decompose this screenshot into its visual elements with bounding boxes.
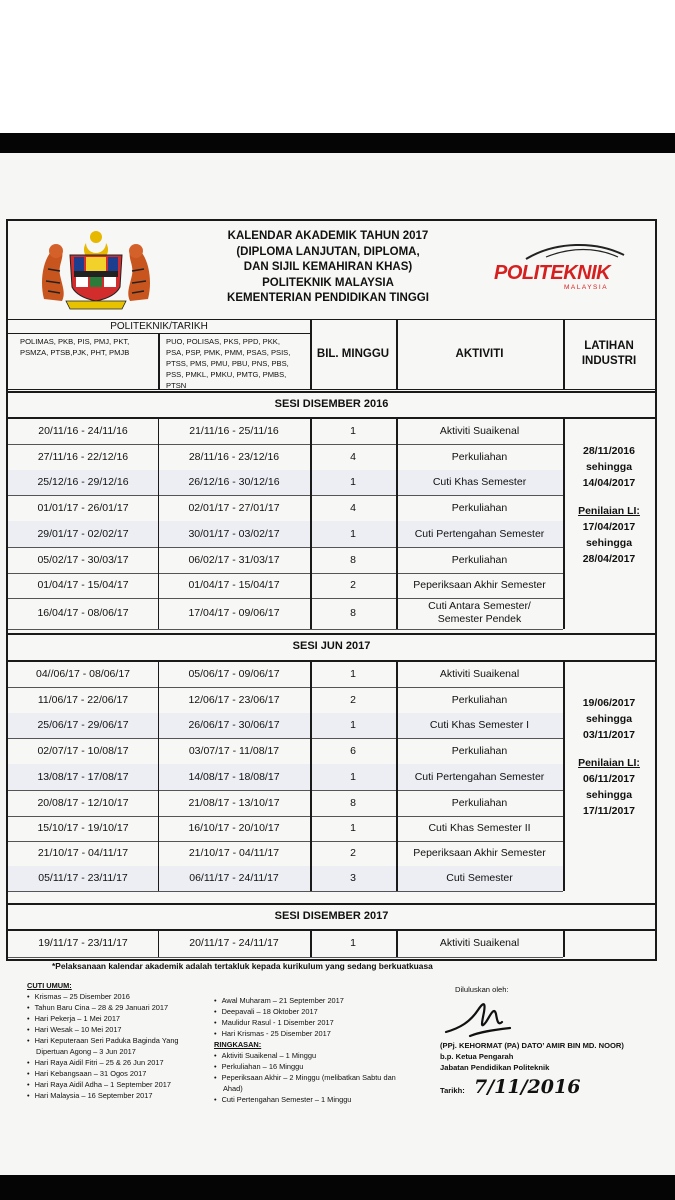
- table-row: [8, 444, 563, 470]
- table-row: [8, 713, 563, 738]
- list-item: • Hari Raya Aidil Fitri – 25 & 26 Jun 2017: [36, 1057, 207, 1068]
- column-divider: [158, 334, 160, 390]
- logo-sub: MALAYSIA: [564, 284, 609, 291]
- date-range-group-b: 26/12/16 - 30/12/16: [188, 476, 280, 488]
- latihan-line: 28/04/2017: [582, 553, 636, 565]
- title-line: (DIPLOMA LANJUTAN, DIPLOMA,: [236, 245, 420, 258]
- politeknik-tarikh-header: POLITEKNIK/TARIKH: [8, 320, 310, 334]
- activity: [396, 790, 563, 816]
- list-item: • Hari Raya Aidil Adha – 1 September 2017: [36, 1079, 207, 1090]
- latihan-line: 17/11/2017: [583, 805, 635, 817]
- group-b-line: PUO, POLISAS, PKS, PPD, PKK,: [166, 337, 280, 346]
- table-row: [8, 866, 563, 891]
- list-item: • Tahun Baru Cina – 28 & 29 Januari 2017: [36, 1002, 207, 1013]
- group-a-line: POLIMAS, PKB, PIS, PMJ, PKT,: [20, 337, 130, 346]
- activity: [396, 418, 563, 444]
- column-divider: [396, 418, 398, 629]
- aktiviti-header: AKTIVITI: [455, 348, 504, 360]
- table-row: [8, 661, 563, 687]
- date-range-group-a: 19/11/17 - 23/11/17: [38, 937, 128, 949]
- list-item: • Hari Wesak – 10 Mei 2017: [36, 1024, 207, 1035]
- activity-line: Peperiksaan Akhir Semester: [413, 847, 546, 859]
- document-header: [8, 221, 655, 320]
- column-divider: [158, 661, 159, 891]
- latihan-line: 28/11/2016: [583, 445, 635, 457]
- date-range-group-a: 20/11/16 - 24/11/16: [38, 425, 128, 437]
- ringkasan-items: [214, 1050, 414, 1105]
- table-row: [8, 598, 563, 629]
- row-divider: [8, 891, 563, 892]
- group-a-line: PSMZA, PTSB,PJK, PHT, PMJB: [20, 348, 130, 357]
- latihan-line: 06/11/2017: [583, 773, 635, 785]
- table-row: [8, 687, 563, 713]
- column-divider: [310, 661, 312, 891]
- latihan-line: 14/04/2017: [582, 477, 636, 489]
- date-range-group-a: 04//06/17 - 08/06/17: [36, 668, 130, 680]
- week-count: 6: [350, 745, 356, 757]
- activity: [396, 816, 563, 841]
- date-range-group-a: 20/08/17 - 12/10/17: [37, 797, 129, 809]
- table-row: [8, 521, 563, 547]
- activity-line: Peperiksaan Akhir Semester: [413, 579, 546, 591]
- date-range-group-b: 17/04/17 - 09/06/17: [188, 607, 280, 619]
- table-row: [8, 547, 563, 573]
- latihan-line: sehingga: [585, 537, 633, 549]
- week-count: 4: [350, 502, 356, 514]
- date-range-group-b: 05/06/17 - 09/06/17: [188, 668, 280, 680]
- latihan-line: [563, 743, 655, 755]
- activity-line: Perkuliahan: [451, 502, 508, 514]
- date-range-group-a: 15/10/17 - 19/10/17: [37, 822, 129, 834]
- table-row: [8, 764, 563, 790]
- week-count: 1: [350, 668, 356, 680]
- date-range-group-b: 01/04/17 - 15/04/17: [188, 579, 280, 591]
- table-row: [8, 470, 563, 495]
- week-count: 1: [350, 822, 356, 834]
- section-title: SESI JUN 2017: [292, 640, 371, 652]
- activity-line: Aktiviti Suaikenal: [439, 937, 520, 949]
- activity-line: Cuti Khas Semester I: [429, 719, 530, 731]
- top-blank-area: [0, 0, 675, 133]
- title-line: KEMENTERIAN PENDIDIKAN TINGGI: [227, 292, 429, 304]
- date-range-group-b: 21/08/17 - 13/10/17: [188, 797, 280, 809]
- activity: [396, 764, 563, 790]
- cuti-umum-items-right: [214, 995, 414, 1039]
- activity: [396, 841, 563, 866]
- signatory-role: b.p. Ketua Pengarah: [440, 1052, 514, 1061]
- latihan-line: Penilaian LI:: [578, 757, 640, 769]
- date-range-group-b: 21/11/16 - 25/11/16: [189, 425, 279, 437]
- week-count: 1: [350, 937, 356, 949]
- column-divider: [158, 418, 159, 629]
- footnote: *Pelaksanaan kalendar akademik adalah tertakluk kepada kurikulum yang sedang berkuatkuasa: [52, 961, 433, 971]
- table-row: [8, 816, 563, 841]
- list-item: • Deepavali – 18 Oktober 2017: [223, 1006, 414, 1017]
- latihan-line: INDUSTRI: [581, 355, 637, 367]
- top-black-band: [0, 133, 675, 153]
- week-count: 1: [350, 771, 356, 783]
- date-range-group-b: 12/06/17 - 23/06/17: [188, 694, 280, 706]
- activity-line: Perkuliahan: [451, 745, 508, 757]
- list-item: • Hari Pekerja – 1 Mei 2017: [36, 1013, 207, 1024]
- activity: [396, 444, 563, 470]
- activity-line: Perkuliahan: [451, 554, 508, 566]
- activity: [396, 470, 563, 495]
- activity: [396, 738, 563, 764]
- group-b-line: PTSS, PMS, PMU, PBU, PNS, PBS,: [166, 359, 289, 368]
- section-title: SESI DISEMBER 2017: [274, 910, 389, 922]
- group-b-line: PSS, PMKL, PMKU, PMTG, PMBS,: [166, 370, 287, 379]
- list-item: • Cuti Pertengahan Semester – 1 Minggu: [223, 1094, 414, 1105]
- date-range-group-b: 21/10/17 - 04/11/17: [188, 847, 280, 859]
- table-row: [8, 790, 563, 816]
- cuti-umum-heading: CUTI UMUM:: [27, 981, 72, 990]
- date-range-group-b: 03/07/17 - 11/08/17: [188, 745, 280, 757]
- latihan-line: Penilaian LI:: [578, 505, 640, 517]
- activity: [396, 598, 563, 629]
- date-range-group-a: 16/04/17 - 08/06/17: [37, 607, 129, 619]
- date-range-group-b: 28/11/16 - 23/12/16: [188, 451, 280, 463]
- activity-line: Cuti Pertengahan Semester: [414, 771, 545, 783]
- activity-line: Aktiviti Suaikenal: [439, 425, 520, 437]
- date-range-group-a: 21/10/17 - 04/11/17: [37, 847, 129, 859]
- table-row: [8, 738, 563, 764]
- cuti-umum-items: [27, 991, 207, 1101]
- week-count: 2: [350, 694, 356, 706]
- table-row: [8, 573, 563, 598]
- approved-label: Diluluskan oleh:: [455, 985, 509, 994]
- signatory-name: (PPj. KEHORMAT (PA) DATO’ AMIR BIN MD. NOOR): [440, 1041, 624, 1050]
- title-line: KALENDAR AKADEMIK TAHUN 2017: [227, 230, 429, 242]
- column-divider: [563, 930, 565, 957]
- list-item: • Hari Krismas - 25 Disember 2017: [223, 1028, 414, 1039]
- date-range-group-a: 05/02/17 - 30/03/17: [37, 554, 129, 566]
- bil-minggu-header: BIL. MINGGU: [316, 348, 390, 360]
- list-item: • Hari Malaysia – 16 September 2017: [36, 1090, 207, 1101]
- section-title: SESI DISEMBER 2016: [274, 398, 389, 410]
- date-range-group-a: 25/12/16 - 29/12/16: [37, 476, 129, 488]
- date-range-group-a: 05/11/17 - 23/11/17: [38, 872, 128, 884]
- week-count: 1: [350, 719, 356, 731]
- activity: [396, 661, 563, 687]
- column-divider: [310, 930, 312, 957]
- row-divider: [8, 957, 563, 958]
- list-item: • Awal Muharam – 21 September 2017: [223, 995, 414, 1006]
- date-range-group-b: 20/11/17 - 24/11/17: [189, 937, 279, 949]
- date-range-group-a: 02/07/17 - 10/08/17: [37, 745, 129, 757]
- signature-scribble-icon: [440, 992, 530, 1042]
- latihan-line: 03/11/2017: [583, 729, 635, 741]
- latihan-industri-header: [563, 339, 655, 369]
- activity-line: Cuti Antara Semester/: [428, 600, 531, 612]
- week-count: 4: [350, 451, 356, 463]
- activity-line: Cuti Khas Semester II: [428, 822, 531, 834]
- list-item: • Hari Keputeraan Seri Paduka Baginda Yang Dipertuan Agong – 3 Jun 2017: [36, 1035, 207, 1057]
- title-line: DAN SIJIL KEMAHIRAN KHAS): [243, 261, 413, 273]
- signatory-department: Jabatan Pendidikan Politeknik: [440, 1063, 550, 1072]
- table-row: [8, 841, 563, 866]
- date-range-group-b: 26/06/17 - 30/06/17: [188, 719, 280, 731]
- cuti-umum-list-right: [214, 995, 414, 1105]
- politeknik-logo-icon: [486, 241, 634, 297]
- activity-line: Perkuliahan: [451, 797, 508, 809]
- week-count: 1: [350, 425, 356, 437]
- column-divider: [158, 930, 159, 957]
- logo-name: POLITEKNIK: [494, 262, 611, 284]
- bottom-black-band: [0, 1175, 675, 1200]
- activity-line: Perkuliahan: [451, 694, 508, 706]
- column-divider: [396, 661, 398, 891]
- list-item: • Aktiviti Suaikenal – 1 Minggu: [223, 1050, 414, 1061]
- handwritten-date: 7/11/2016: [474, 1076, 581, 1098]
- column-divider: [310, 418, 312, 629]
- latihan-line: [563, 491, 655, 503]
- latihan-industri-period: [563, 443, 655, 567]
- activity: [396, 687, 563, 713]
- activity: [396, 547, 563, 573]
- date-range-group-b: 06/11/17 - 24/11/17: [189, 872, 279, 884]
- calendar-title: [178, 229, 478, 307]
- date-range-group-b: 16/10/17 - 20/10/17: [188, 822, 280, 834]
- column-divider: [396, 930, 398, 957]
- latihan-line: LATIHAN: [584, 340, 634, 352]
- ringkasan-heading: RINGKASAN:: [214, 1040, 262, 1049]
- group-b-polytechnics: [166, 336, 308, 391]
- date-range-group-a: 01/01/17 - 26/01/17: [37, 502, 129, 514]
- week-count: 2: [350, 847, 356, 859]
- week-count: 1: [350, 476, 356, 488]
- week-count: 2: [350, 579, 356, 591]
- list-item: • Krismas – 25 Disember 2016: [36, 991, 207, 1002]
- row-divider: [8, 629, 563, 630]
- activity: [396, 866, 563, 891]
- date-range-group-b: 06/02/17 - 31/03/17: [188, 554, 280, 566]
- activity: [396, 521, 563, 547]
- activity-line: Perkuliahan: [451, 451, 508, 463]
- list-item: • Perkuliahan – 16 Minggu: [223, 1061, 414, 1072]
- activity-line: Cuti Semester: [446, 872, 513, 884]
- table-row: [8, 418, 563, 444]
- date-range-group-a: 11/06/17 - 22/06/17: [37, 694, 129, 706]
- week-count: 8: [350, 607, 356, 619]
- malaysia-crest-icon: [36, 229, 156, 311]
- activity: [396, 495, 563, 521]
- activity: [396, 573, 563, 598]
- activity-line: Cuti Pertengahan Semester: [414, 528, 545, 540]
- week-count: 3: [350, 872, 356, 884]
- date-label: Tarikh:: [440, 1086, 465, 1095]
- latihan-industri-period: [563, 695, 655, 819]
- activity-line: Semester Pendek: [437, 613, 522, 625]
- group-a-polytechnics: [20, 336, 156, 358]
- calendar-table: [6, 219, 657, 961]
- list-item: • Peperiksaan Akhir – 2 Minggu (melibatkan Sabtu dan Ahad): [223, 1072, 414, 1094]
- date-range-group-a: 29/01/17 - 02/02/17: [37, 528, 129, 540]
- latihan-line: 19/06/2017: [582, 697, 636, 709]
- week-count: 1: [350, 528, 356, 540]
- title-line: POLITEKNIK MALAYSIA: [262, 276, 394, 289]
- column-header: [8, 320, 655, 390]
- week-count: 8: [350, 554, 356, 566]
- cuti-umum-list: [27, 980, 207, 1101]
- list-item: • Hari Kebangsaan – 31 Ogos 2017: [36, 1068, 207, 1079]
- latihan-line: 17/04/2017: [582, 521, 636, 533]
- activity-line: Aktiviti Suaikenal: [439, 668, 520, 680]
- date-range-group-a: 13/08/17 - 17/08/17: [37, 771, 129, 783]
- table-row: [8, 495, 563, 521]
- group-b-line: PTSN: [166, 381, 187, 390]
- date-range-group-a: 27/11/16 - 22/12/16: [37, 451, 129, 463]
- date-range-group-b: 14/08/17 - 18/08/17: [188, 771, 280, 783]
- date-range-group-b: 30/01/17 - 03/02/17: [188, 528, 280, 540]
- latihan-line: sehingga: [585, 461, 633, 473]
- latihan-line: sehingga: [585, 789, 633, 801]
- list-item: • Maulidur Rasul - 1 Disember 2017: [223, 1017, 414, 1028]
- date-range-group-b: 02/01/17 - 27/01/17: [188, 502, 280, 514]
- week-count: 8: [350, 797, 356, 809]
- latihan-line: sehingga: [585, 713, 633, 725]
- date-range-group-a: 25/06/17 - 29/06/17: [37, 719, 129, 731]
- activity: [396, 713, 563, 738]
- group-b-line: PSA, PSP, PMK, PMM, PSAS, PSIS,: [166, 348, 291, 357]
- table-row: [8, 930, 563, 957]
- activity: [396, 930, 563, 957]
- date-range-group-a: 01/04/17 - 15/04/17: [37, 579, 129, 591]
- activity-line: Cuti Khas Semester: [432, 476, 527, 488]
